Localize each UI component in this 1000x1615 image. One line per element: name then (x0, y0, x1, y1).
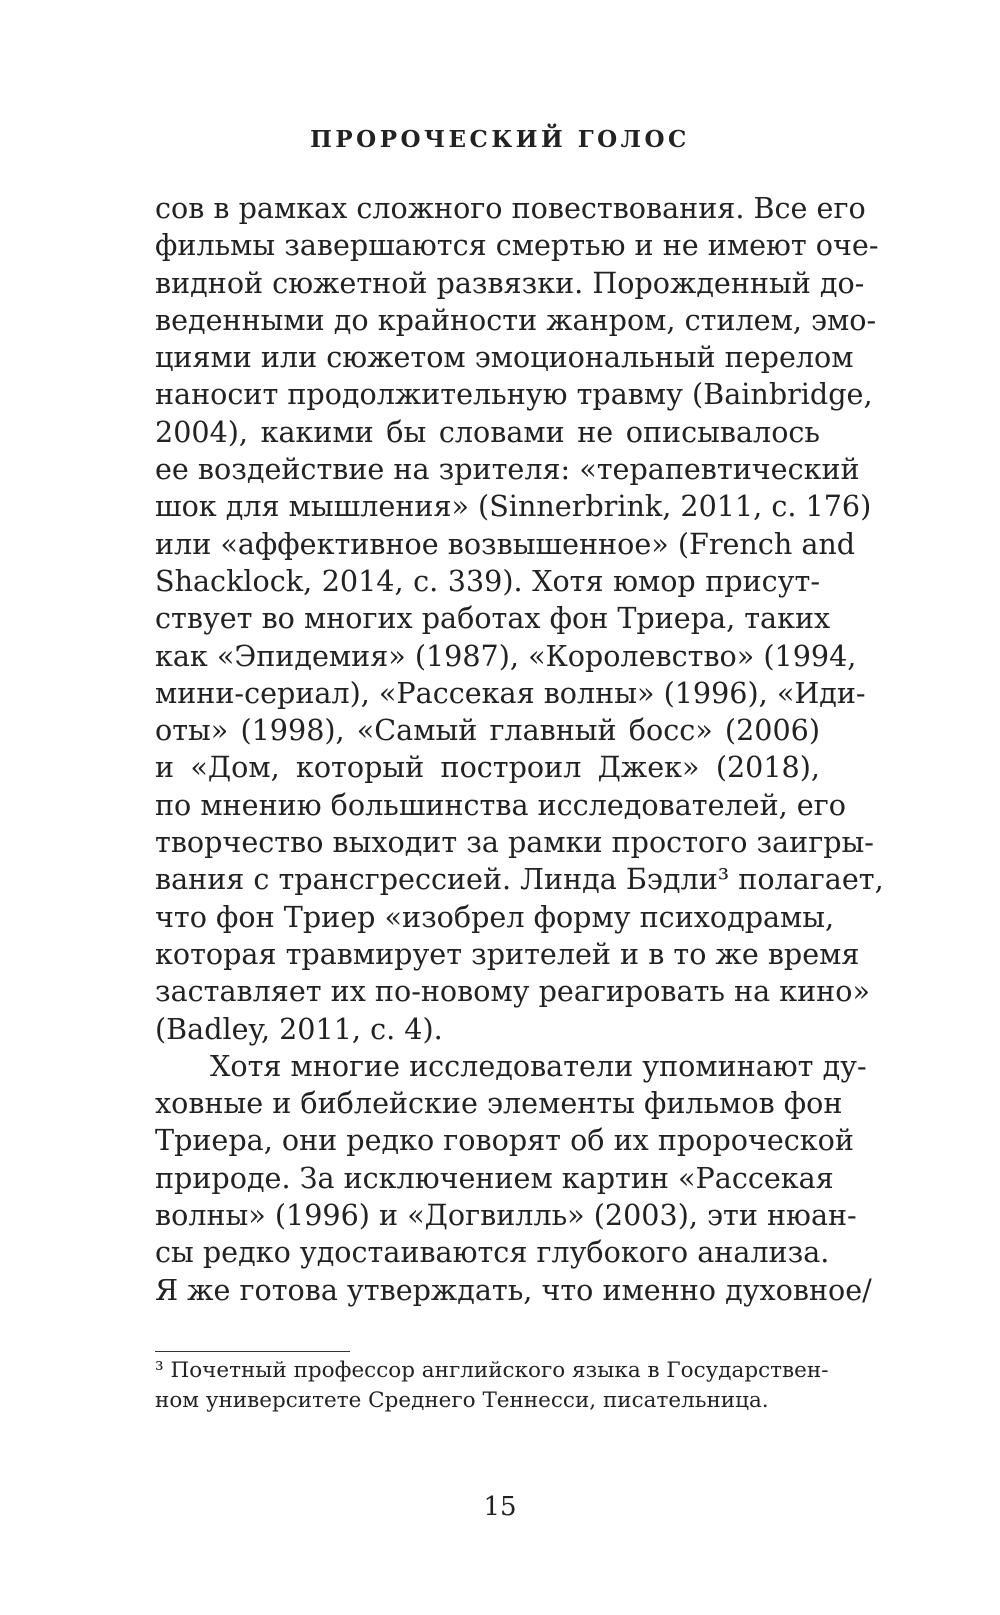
text-line: шок для мышления» (Sinnerbrink, 2011, с. 176) (155, 489, 872, 524)
text-line: фильмы завершаются смертью и не имеют оче- (155, 228, 879, 263)
text-line: творчество выходит за рамки простого заигры- (155, 825, 874, 860)
footnote-line: ³ Почетный профессор английского языка в Государствен- (155, 1358, 829, 1383)
text-line: волны» (1996) и «Догвилль» (2003), эти нюан- (155, 1198, 857, 1233)
footnote-divider (155, 1351, 350, 1352)
text-line: мини-сериал), «Рассекая волны» (1996), «Иди- (155, 675, 866, 710)
text-line: сов в рамках сложного повествования. Все его (155, 191, 866, 225)
text-line: 2004), какими бы словами не описывалось (155, 414, 820, 449)
text-line: циями или сюжетом эмоциональный перелом (155, 340, 854, 375)
text-line: оты» (1998), «Самый главный босс» (2006) (155, 713, 820, 748)
text-line: сы редко удостаиваются глубокого анализа. (155, 1235, 830, 1270)
text-line: веденными до крайности жанром, стилем, эмо- (155, 302, 877, 337)
text-line: заставляет их по-новому реагировать на кино» (155, 974, 870, 1009)
text-line: и «Дом, который построил Джек» (2018), (155, 750, 820, 785)
text-line: (Badley, 2011, с. 4). (155, 1011, 443, 1046)
text-line: которая травмирует зрителей и в то же время (155, 936, 860, 971)
text-line: наносит продолжительную травму (Bainbridge, (155, 377, 873, 412)
text-line: Я же готова утверждать, что именно духовное/ (155, 1272, 872, 1307)
text-line: видной сюжетной развязки. Порожденный до- (155, 265, 865, 300)
text-line: как «Эпидемия» (1987), «Королевство» (1994, (155, 638, 857, 673)
text-line: ствует во многих работах фон Триера, таких (155, 601, 831, 636)
text-line: природе. За исключением картин «Рассекая (155, 1160, 834, 1195)
text-line: Хотя многие исследователи упоминают ду- (210, 1048, 867, 1083)
text-line: ее воздействие на зрителя: «терапевтический (155, 452, 860, 487)
text-line: ховные и библейские элементы фильмов фон (155, 1086, 843, 1121)
main-text (155, 190, 884, 1309)
text-line: что фон Триер «изобрел форму психодрамы, (155, 899, 835, 934)
page-number: 15 (483, 1492, 517, 1522)
text-line: по мнению большинства исследователей, его (155, 787, 846, 822)
running-head: ПРОРОЧЕСКИЙ ГОЛОС (310, 126, 690, 153)
text-line: или «аффективное возвышенное» (French and (155, 526, 856, 561)
footnote-line: ном университете Среднего Теннесси, писательница. (155, 1387, 769, 1413)
text-line: вания с трансгрессией. Линда Бэдли³ полагает, (155, 862, 884, 897)
footnote (155, 1356, 829, 1415)
text-line: Триера, они редко говорят об их пророческой (155, 1123, 854, 1158)
text-line: Shacklock, 2014, с. 339). Хотя юмор присут- (155, 563, 820, 598)
